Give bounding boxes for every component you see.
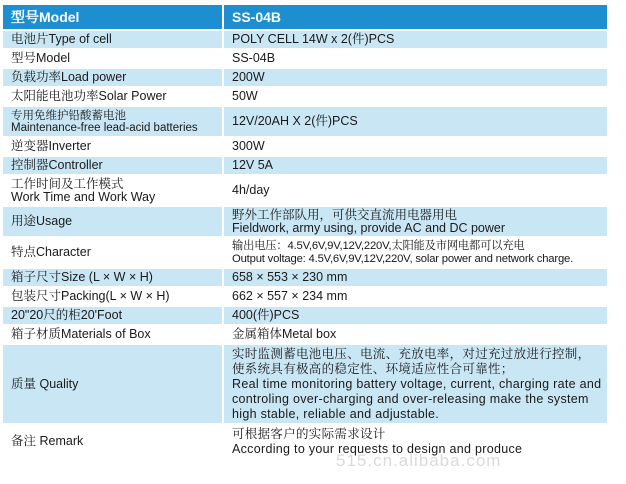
row-value-text: 可根据客户的实际需求设计: [232, 426, 386, 441]
row-label-text: 箱子尺寸Size (L × W × H): [11, 270, 153, 284]
row-label-text: 太阳能电池功率Solar Power: [11, 89, 167, 103]
row-label: [3, 326, 224, 343]
table-row: [3, 269, 607, 286]
row-label: [3, 88, 224, 105]
row-value: [224, 107, 607, 136]
row-value: [224, 176, 607, 205]
table-row: [3, 138, 607, 155]
row-label-text: 负载功率Load power: [11, 70, 127, 84]
header-label: 型号Model: [3, 5, 224, 29]
table-row: [3, 107, 607, 136]
row-value-text: Fieldwork, army using, provide AC and DC power: [232, 220, 506, 235]
table-header-row: [3, 5, 607, 29]
row-label-text: 质量 Quality: [11, 376, 79, 391]
row-value-text: 200W: [232, 70, 265, 84]
row-label: [3, 69, 224, 86]
row-value-text: According to your requests to design and produce: [232, 441, 523, 456]
row-value-text: 300W: [232, 139, 265, 153]
table-row: [3, 31, 607, 48]
table-row: [3, 326, 607, 343]
row-label: [3, 31, 224, 48]
row-label-text: 工作时间及工作模式: [11, 176, 124, 191]
row-value-text: POLY CELL 14W x 2(件)PCS: [232, 32, 395, 46]
table-row: [3, 425, 607, 458]
row-value: [224, 207, 607, 236]
row-value-text: 658 × 553 × 230 mm: [232, 270, 348, 284]
row-value-text: 使系统具有极高的稳定性、环境适应性合可靠性；: [232, 361, 514, 376]
row-value-text: 金属箱体Metal box: [232, 327, 337, 341]
table-row: [3, 88, 607, 105]
row-label: [3, 425, 224, 458]
row-value-text: Real time monitoring battery voltage, current, charging rate and: [232, 376, 602, 391]
row-label-text: 用途Usage: [11, 214, 73, 228]
row-label: [3, 207, 224, 236]
row-label-text: 控制器Controller: [11, 158, 103, 172]
row-value: [224, 307, 607, 324]
table-row: [3, 176, 607, 205]
row-label: [3, 307, 224, 324]
row-value: [224, 157, 607, 174]
row-value-text: 50W: [232, 89, 258, 103]
row-label: [3, 176, 224, 205]
row-label: [3, 50, 224, 67]
row-label: [3, 107, 224, 136]
row-label-text: 专用免维护铅酸蓄电池: [11, 109, 126, 122]
row-label-text: 逆变器Inverter: [11, 139, 91, 153]
row-label: [3, 288, 224, 305]
row-label-text: 型号Model: [11, 51, 71, 65]
row-label-text: 电池片Type of cell: [11, 32, 112, 46]
row-label-text: 包装尺寸Packing(L × W × H): [11, 289, 170, 303]
table-row: [3, 307, 607, 324]
row-value-text: SS-04B: [232, 51, 276, 65]
row-value-text: 野外工作部队用，可供交直流用电器用电: [232, 207, 458, 222]
spec-table: [3, 3, 607, 460]
table-row: [3, 157, 607, 174]
row-value-text: controling over-charging and over-releasing make the system: [232, 391, 589, 406]
table-row: [3, 50, 607, 67]
row-label-text: 特点Character: [11, 245, 91, 259]
row-value-text: 输出电压：4.5V,6V,9V,12V,220V,太阳能及市网电都可以充电: [232, 239, 525, 252]
row-value-text: 4h/day: [232, 183, 270, 197]
row-value: [224, 31, 607, 48]
row-value: [224, 425, 607, 458]
table-row: [3, 207, 607, 236]
row-value-text: Output voltage: 4.5V,6V,9V,12V,220V, solar power and network charge.: [232, 252, 574, 265]
row-label-text: 20"20尺的柜20'Foot: [11, 308, 123, 322]
row-value-text: high stable, reliable and adjustable.: [232, 406, 440, 421]
row-value-text: 662 × 557 × 234 mm: [232, 289, 348, 303]
row-label: [3, 138, 224, 155]
row-value: [224, 69, 607, 86]
row-value: [224, 326, 607, 343]
row-value: [224, 88, 607, 105]
row-value: [224, 288, 607, 305]
row-value: [224, 238, 607, 267]
watermark: 515.cn.alibaba.com: [336, 451, 502, 470]
spec-sheet: [3, 3, 607, 460]
row-value: [224, 50, 607, 67]
table-row: [3, 345, 607, 423]
row-label: [3, 269, 224, 286]
row-value: [224, 138, 607, 155]
row-label-text: Maintenance-free lead-acid batteries: [11, 121, 198, 134]
table-row: [3, 288, 607, 305]
row-label-text: 箱子材质Materials of Box: [11, 327, 151, 341]
row-label: [3, 157, 224, 174]
row-value: [224, 345, 607, 423]
table-row: [3, 238, 607, 267]
row-label: [3, 238, 224, 267]
row-value-text: 12V 5A: [232, 158, 274, 172]
row-value: [224, 269, 607, 286]
row-value-text: 实时监测蓄电池电压、电流、充放电率，对过充过放进行控制，: [232, 346, 591, 361]
row-label-text: 备注 Remark: [11, 434, 84, 448]
row-value-text: 12V/20AH X 2(件)PCS: [232, 114, 358, 128]
table-row: [3, 69, 607, 86]
row-label-text: Work Time and Work Way: [11, 189, 156, 204]
header-value: SS-04B: [224, 5, 607, 29]
row-value-text: 400(件)PCS: [232, 308, 300, 322]
row-label: [3, 345, 224, 423]
